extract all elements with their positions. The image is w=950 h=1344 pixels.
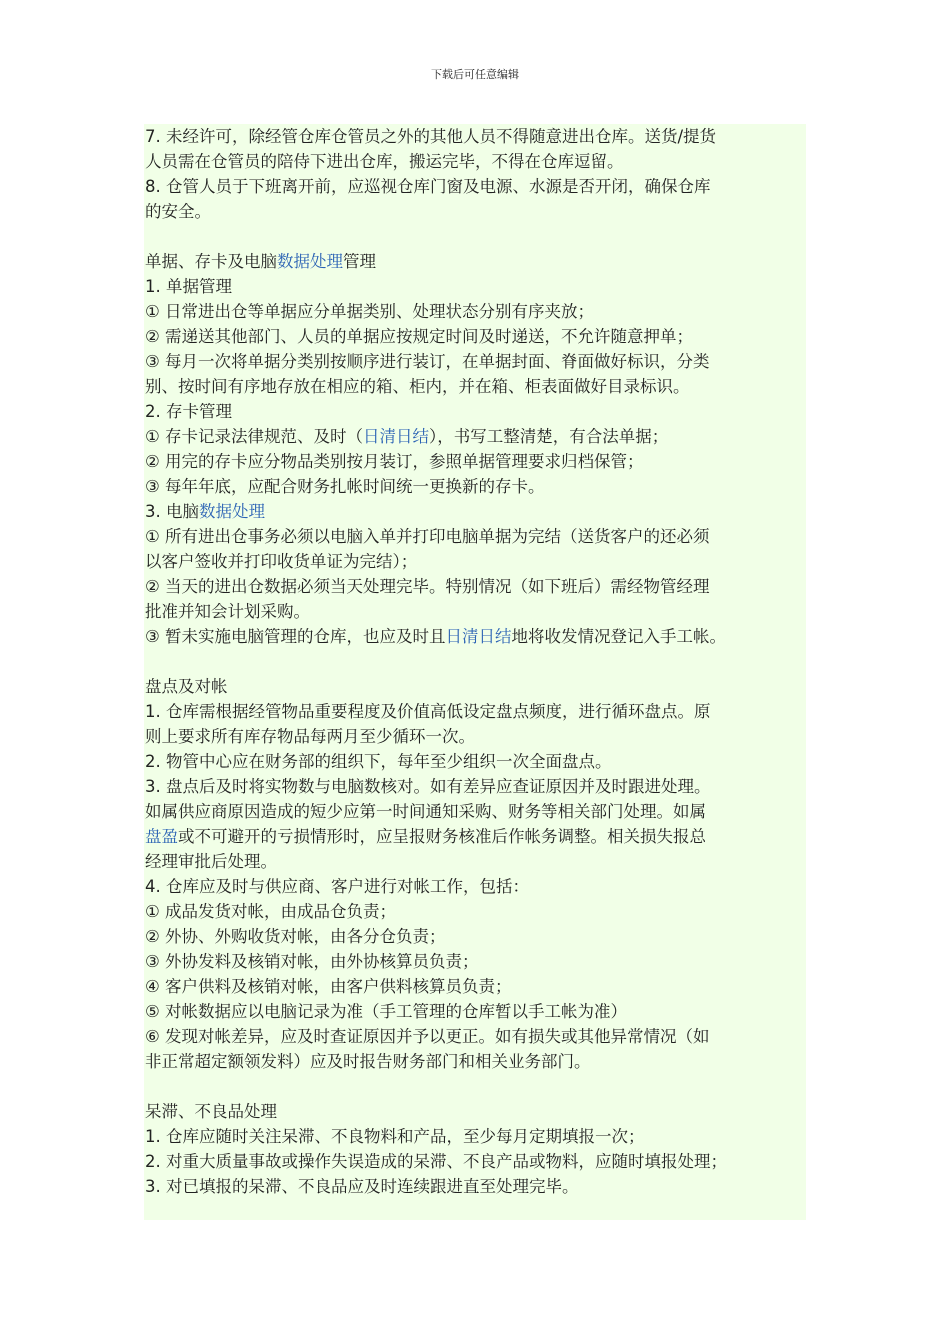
text-line [145,324,825,349]
text-segment: ② 需递送其他部门、人员的单据应按规定时间及时递送，不允许随意押单； [145,327,694,346]
blank-line [145,224,825,249]
text-line [145,699,825,724]
text-line [145,199,825,224]
text-segment: ① 所有进出仓事务必须以电脑入单并打印电脑单据为完结（送货客户的还必须 [145,527,710,546]
text-line [145,824,825,849]
text-line [145,949,825,974]
text-line [145,574,825,599]
text-line [145,1049,825,1074]
text-line [145,299,825,324]
text-line [145,374,825,399]
keyword-link[interactable]: 盘盈 [145,827,178,846]
text-segment: 1. 仓库应随时关注呆滞、不良物料和产品，至少每月定期填报一次； [145,1127,645,1146]
text-segment: ③ 暂未实施电脑管理的仓库，也应及时且 [145,627,446,646]
text-line [145,924,825,949]
text-segment: ⑥ 发现对帐差异，应及时查证原因并予以更正。如有损失或其他异常情况（如 [145,1027,710,1046]
text-line [145,449,825,474]
text-segment: 盘点及对帐 [145,677,228,696]
text-line [145,424,825,449]
text-segment: 3. 电脑 [145,502,199,521]
text-segment: 地将收发情况登记入手工帐。 [511,627,727,646]
text-line [145,124,825,149]
text-line [145,274,825,299]
text-segment: ③ 每年年底，应配合财务扎帐时间统一更换新的存卡。 [145,477,545,496]
text-line [145,149,825,174]
text-segment: 2. 物管中心应在财务部的组织下，每年至少组织一次全面盘点。 [145,752,612,771]
keyword-link[interactable]: 日清日结 [445,627,512,646]
text-line [145,549,825,574]
text-segment: ② 当天的进出仓数据必须当天处理完毕。特别情况（如下班后）需经物管经理 [145,577,710,596]
text-line [145,974,825,999]
text-segment: 7. 未经许可，除经管仓库仓管员之外的其他人员不得随意进出仓库。送货/提货 [145,127,717,146]
text-segment: 以客户签收并打印收货单证为完结）； [145,552,418,571]
text-segment: 人员需在仓管员的陪侍下进出仓库，搬运完毕，不得在仓库逗留。 [145,152,624,171]
text-line [145,474,825,499]
text-line [145,674,825,699]
text-segment: 1. 仓库需根据经管物品重要程度及价值高低设定盘点频度，进行循环盘点。原 [145,702,711,721]
page-header: 下载后可任意编辑 [431,68,519,81]
text-line [145,1099,825,1124]
text-segment: ⑤ 对帐数据应以电脑记录为准（手工管理的仓库暂以手工帐为准） [145,1002,628,1021]
text-line [145,524,825,549]
text-segment: 别、按时间有序地存放在相应的箱、柜内，并在箱、柜表面做好目录标识。 [145,377,690,396]
text-line [145,1174,825,1199]
text-segment: 2. 对重大质量事故或操作失误造成的呆滞、不良产品或物料，应随时填报处理； [145,1152,727,1171]
blank-line [145,649,825,674]
text-segment: 则上要求所有库存物品每两月至少循环一次。 [145,727,475,746]
text-segment: ），书写工整清楚，有合法单据； [429,427,669,446]
text-segment: 管理 [343,252,376,271]
text-line [145,1124,825,1149]
text-line [145,899,825,924]
text-line [145,1024,825,1049]
text-line [145,849,825,874]
text-segment: ② 外协、外购收货对帐，由各分仓负责； [145,927,446,946]
text-segment: 非正常超定额领发料）应及时报告财务部门和相关业务部门。 [145,1052,591,1071]
text-segment: ② 用完的存卡应分物品类别按月装订，参照单据管理要求归档保管； [145,452,644,471]
text-segment: 或不可避开的亏损情形时，应呈报财务核准后作帐务调整。相关损失报总 [178,827,706,846]
text-segment: 呆滞、不良品处理 [145,1102,277,1121]
text-line [145,599,825,624]
text-segment: 批准并知会计划采购。 [145,602,310,621]
text-line [145,349,825,374]
text-segment: ① 存卡记录法律规范、及时（ [145,427,364,446]
text-segment: 单据、存卡及电脑 [145,252,277,271]
text-line [145,1149,825,1174]
text-segment: 经理审批后处理。 [145,852,277,871]
text-segment: 如属供应商原因造成的短少应第一时间通知采购、财务等相关部门处理。如属 [145,802,706,821]
document-body [145,124,825,1199]
text-segment: 2. 存卡管理 [145,402,232,421]
text-segment: 3. 对已填报的呆滞、不良品应及时连续跟进直至处理完毕。 [145,1177,579,1196]
keyword-link[interactable]: 数据处理 [277,252,343,271]
text-line [145,499,825,524]
text-segment: 8. 仓管人员于下班离开前，应巡视仓库门窗及电源、水源是否开闭，确保仓库 [145,177,711,196]
text-segment: 4. 仓库应及时与供应商、客户进行对帐工作，包括： [145,877,529,896]
blank-line [145,1074,825,1099]
text-line [145,874,825,899]
text-line [145,724,825,749]
text-line [145,774,825,799]
keyword-link[interactable]: 数据处理 [199,502,265,521]
keyword-link[interactable]: 日清日结 [363,427,430,446]
text-segment: ① 成品发货对帐，由成品仓负责； [145,902,397,921]
text-segment: 的安全。 [145,202,211,221]
text-line [145,249,825,274]
text-segment: ③ 每月一次将单据分类别按顺序进行装订，在单据封面、脊面做好标识，分类 [145,352,710,371]
text-segment: 1. 单据管理 [145,277,232,296]
text-segment: 3. 盘点后及时将实物数与电脑数核对。如有差异应查证原因并及时跟进处理。 [145,777,711,796]
text-line [145,174,825,199]
text-line [145,399,825,424]
text-segment: ④ 客户供料及核销对帐，由客户供料核算员负责； [145,977,512,996]
text-line [145,999,825,1024]
text-line [145,624,825,649]
text-line [145,799,825,824]
text-line [145,749,825,774]
text-segment: ③ 外协发料及核销对帐，由外协核算员负责； [145,952,479,971]
text-segment: ① 日常进出仓等单据应分单据类别、处理状态分别有序夹放； [145,302,595,321]
